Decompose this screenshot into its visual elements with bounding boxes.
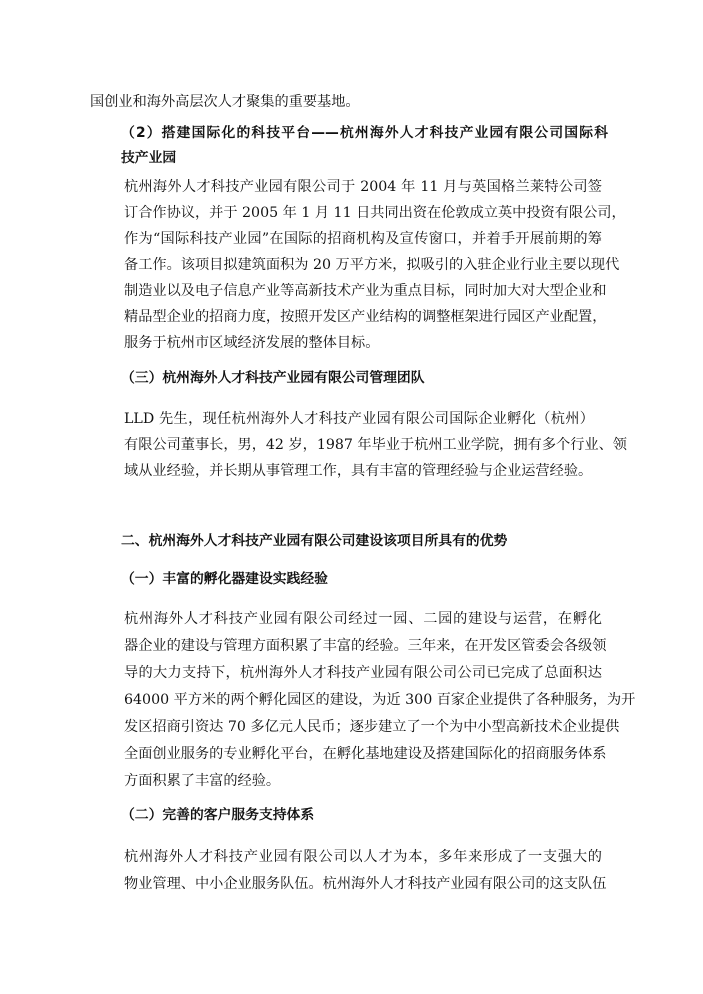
paragraph-line: 方面积累了丰富的经验。 [124, 773, 281, 789]
paragraph-line: 杭州海外人才科技产业园有限公司经过一园、二园的建设与运营，在孵化 [124, 611, 602, 627]
section-heading: （二）完善的客户服务支持体系 [121, 807, 315, 823]
paragraph-line: 全面创业服务的专业孵化平台，在孵化基地建设及搭建国际化的招商服务体系 [124, 746, 607, 762]
paragraph-line: 国创业和海外高层次人才聚集的重要基地。 [90, 94, 360, 110]
paragraph-line: 制造业以及电子信息产业等高新技术产业为重点目标，同时加大对大型企业和 [124, 283, 607, 299]
paragraph-line: LLD 先生，现任杭州海外人才科技产业园有限公司国际企业孵化（杭州） [124, 411, 594, 427]
chapter-heading: 二、杭州海外人才科技产业园有限公司建设该项目所具有的优势 [121, 533, 508, 549]
paragraph-line: 物业管理、中小企业服务队伍。杭州海外人才科技产业园有限公司的这支队伍 [124, 876, 607, 892]
paragraph-line: 发区招商引资达 70 多亿元人民币；逐步建立了一个为中小型高新技术企业提供 [124, 719, 620, 735]
paragraph-line: 64000 平方米的两个孵化园区的建设，为近 300 百家企业提供了各种服务，为开 [124, 692, 636, 708]
paragraph-line: 有限公司董事长，男，42 岁，1987 年毕业于杭州工业学院，拥有多个行业、领 [124, 437, 627, 453]
paragraph-line: 器企业的建设与管理方面积累了丰富的经验。三年来，在开发区管委会各级领 [124, 638, 607, 654]
section-heading-continued: 技产业园 [121, 150, 177, 166]
paragraph-line: 杭州海外人才科技产业园有限公司于 2004 年 11 月与英国格兰莱特公司签 [124, 179, 602, 195]
paragraph-line: 备工作。该项目拟建筑面积为 20 万平方米，拟吸引的入驻企业行业主要以现代 [124, 257, 620, 273]
paragraph-line: 杭州海外人才科技产业园有限公司以人才为本，多年来形成了一支强大的 [124, 849, 602, 865]
paragraph-line: 精品型企业的招商力度，按照开发区产业结构的调整框架进行园区产业配置， [124, 309, 607, 325]
section-heading: （三）杭州海外人才科技产业园有限公司管理团队 [121, 370, 425, 386]
section-heading: （一）丰富的孵化器建设实践经验 [121, 571, 328, 587]
paragraph-line: 导的大力支持下，杭州海外人才科技产业园有限公司公司已完成了总面积达 [124, 665, 602, 681]
paragraph-line: 订合作协议，并于 2005 年 1 月 11 日共同出资在伦敦成立英中投资有限公司， [124, 205, 626, 221]
paragraph-line: 域从业经验，并长期从事管理工作，具有丰富的管理经验与企业运营经验。 [124, 463, 593, 479]
paragraph-line: 服务于杭州市区域经济发展的整体目标。 [124, 335, 380, 351]
paragraph-line: 作为“国际科技产业园”在国际的招商机构及宣传窗口，并着手开展前期的筹 [124, 231, 602, 247]
section-heading: （2）搭建国际化的科技平台——杭州海外人才科技产业园有限公司国际科 [121, 125, 608, 141]
